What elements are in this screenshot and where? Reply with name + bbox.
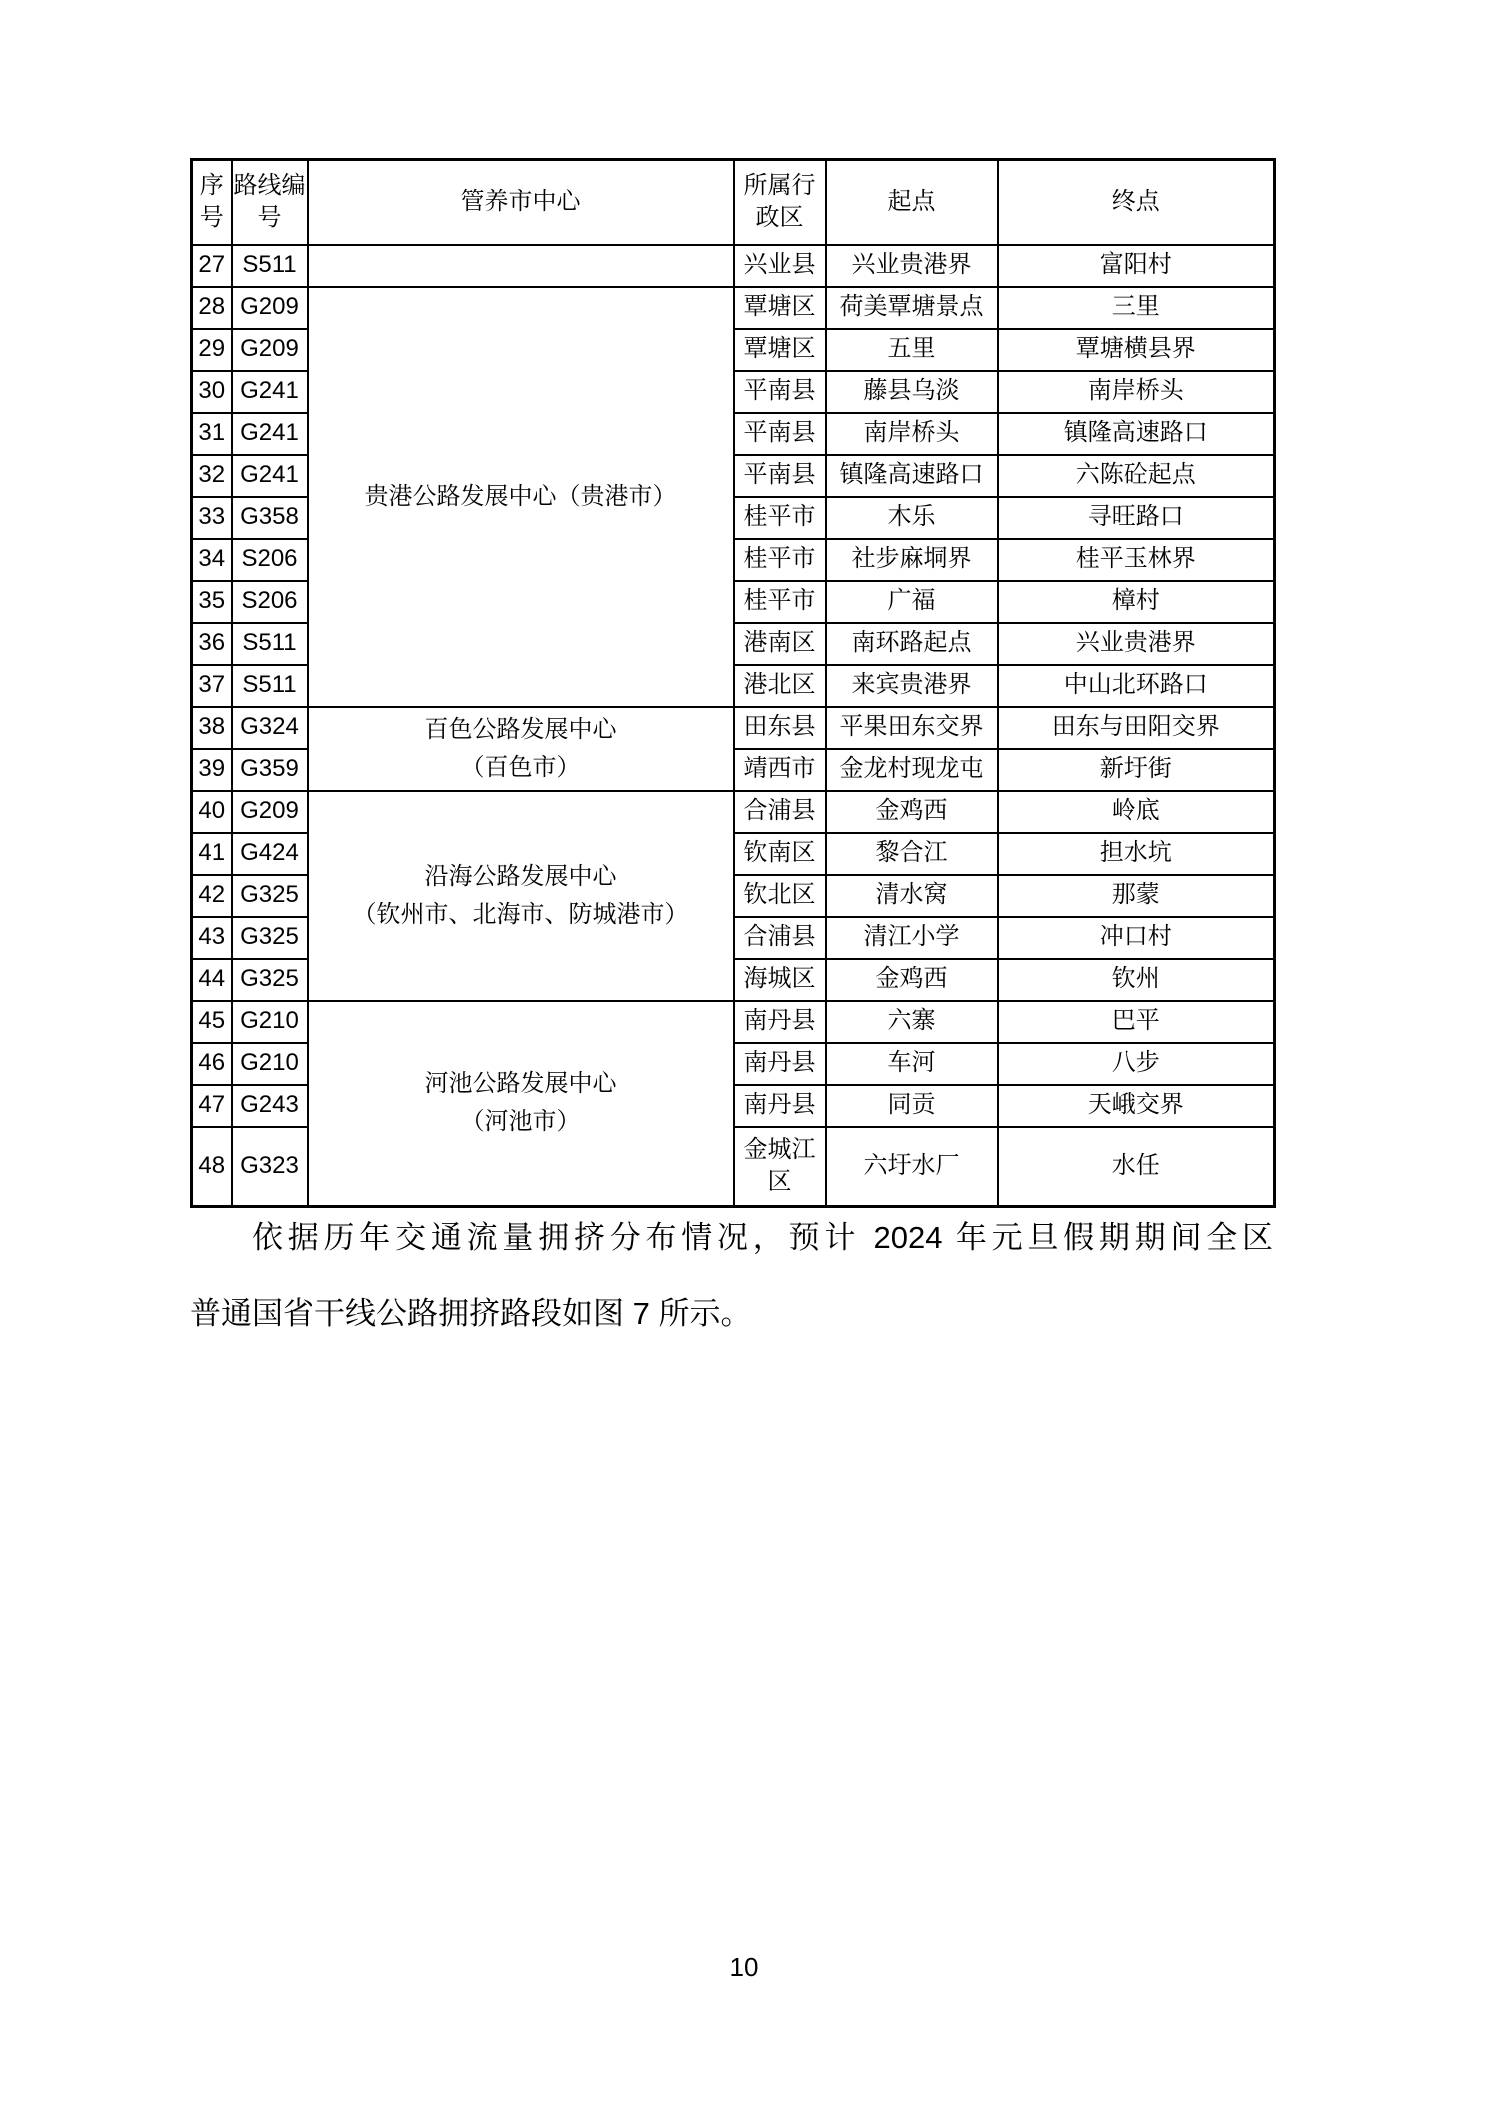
header-cell-end: 终点	[998, 160, 1275, 245]
header-cell-start: 起点	[826, 160, 998, 245]
cell-district: 钦北区	[734, 875, 826, 917]
cell-start: 来宾贵港界	[826, 665, 998, 707]
cell-end: 桂平玉林界	[998, 539, 1275, 581]
cell-end: 中山北环路口	[998, 665, 1275, 707]
center-label-line: （百色市）	[460, 753, 581, 781]
cell-route: G324	[232, 707, 308, 749]
cell-route: S511	[232, 665, 308, 707]
cell-end: 巴平	[998, 1001, 1275, 1043]
table-header-row	[192, 160, 1275, 245]
cell-no: 40	[192, 791, 232, 833]
cell-start: 社步麻垌界	[826, 539, 998, 581]
cell-route: G358	[232, 497, 308, 539]
cell-start: 藤县乌淡	[826, 371, 998, 413]
cell-route: G243	[232, 1085, 308, 1127]
cell-route: S511	[232, 623, 308, 665]
cell-end: 兴业贵港界	[998, 623, 1275, 665]
cell-end: 天峨交界	[998, 1085, 1275, 1127]
cell-start: 木乐	[826, 497, 998, 539]
cell-start: 兴业贵港界	[826, 245, 998, 287]
cell-route: G209	[232, 287, 308, 329]
cell-end: 六陈砼起点	[998, 455, 1275, 497]
cell-start: 清江小学	[826, 917, 998, 959]
cell-no: 27	[192, 245, 232, 287]
cell-start: 黎合江	[826, 833, 998, 875]
cell-center-yanhai	[308, 791, 734, 1001]
center-label-line: 沿海公路发展中心	[424, 862, 617, 890]
cell-end: 冲口村	[998, 917, 1275, 959]
cell-no: 43	[192, 917, 232, 959]
cell-district: 靖西市	[734, 749, 826, 791]
cell-no: 47	[192, 1085, 232, 1127]
cell-no: 37	[192, 665, 232, 707]
cell-district: 港南区	[734, 623, 826, 665]
paragraph-line-1: 依据历年交通流量拥挤分布情况，预计 2024 年元旦假期期间全区	[252, 1220, 1273, 1255]
table-row-38	[192, 707, 1275, 749]
cell-no: 31	[192, 413, 232, 455]
cell-district: 桂平市	[734, 497, 826, 539]
cell-district: 港北区	[734, 665, 826, 707]
cell-route: G209	[232, 791, 308, 833]
cell-district: 钦南区	[734, 833, 826, 875]
table-row-28	[192, 287, 1275, 329]
cell-route: G323	[232, 1127, 308, 1207]
cell-district: 平南县	[734, 413, 826, 455]
cell-route: S206	[232, 539, 308, 581]
cell-no: 42	[192, 875, 232, 917]
cell-district: 合浦县	[734, 917, 826, 959]
cell-end: 三里	[998, 287, 1275, 329]
cell-end: 担水坑	[998, 833, 1275, 875]
cell-end: 镇隆高速路口	[998, 413, 1275, 455]
cell-no: 41	[192, 833, 232, 875]
cell-end: 富阳村	[998, 245, 1275, 287]
cell-district: 平南县	[734, 371, 826, 413]
cell-start: 南环路起点	[826, 623, 998, 665]
cell-start: 六圩水厂	[826, 1127, 998, 1207]
cell-route: S511	[232, 245, 308, 287]
cell-route: G325	[232, 875, 308, 917]
table-row-27	[192, 245, 1275, 287]
cell-start: 同贡	[826, 1085, 998, 1127]
cell-route: G210	[232, 1043, 308, 1085]
cell-no: 44	[192, 959, 232, 1001]
cell-no: 36	[192, 623, 232, 665]
center-label-line: 贵港公路发展中心（贵港市）	[364, 482, 677, 510]
road-segments-table	[190, 158, 1276, 1208]
cell-no: 30	[192, 371, 232, 413]
cell-district: 南丹县	[734, 1001, 826, 1043]
center-label-line: （钦州市、北海市、防城港市）	[352, 900, 689, 928]
cell-start: 平果田东交界	[826, 707, 998, 749]
cell-district: 海城区	[734, 959, 826, 1001]
cell-route: G424	[232, 833, 308, 875]
cell-route: G241	[232, 455, 308, 497]
cell-no: 32	[192, 455, 232, 497]
cell-start: 金龙村现龙屯	[826, 749, 998, 791]
cell-district: 桂平市	[734, 539, 826, 581]
cell-end: 水任	[998, 1127, 1275, 1207]
cell-end: 田东与田阳交界	[998, 707, 1275, 749]
cell-district: 金城江区	[734, 1127, 826, 1207]
cell-route: G359	[232, 749, 308, 791]
cell-end: 八步	[998, 1043, 1275, 1085]
table-row-45	[192, 1001, 1275, 1043]
cell-district: 兴业县	[734, 245, 826, 287]
cell-district: 平南县	[734, 455, 826, 497]
cell-center-empty	[308, 245, 734, 287]
cell-start: 镇隆高速路口	[826, 455, 998, 497]
cell-start: 金鸡西	[826, 791, 998, 833]
center-label-line: （河池市）	[460, 1108, 581, 1136]
center-label-line: 百色公路发展中心	[424, 715, 617, 743]
cell-no: 33	[192, 497, 232, 539]
cell-no: 48	[192, 1127, 232, 1207]
cell-start: 南岸桥头	[826, 413, 998, 455]
header-cell-district: 所属行政区	[734, 160, 826, 245]
cell-start: 广福	[826, 581, 998, 623]
cell-center-baise	[308, 707, 734, 791]
cell-district: 田东县	[734, 707, 826, 749]
cell-end: 覃塘横县界	[998, 329, 1275, 371]
body-paragraph	[190, 1200, 1273, 1352]
cell-no: 29	[192, 329, 232, 371]
center-label-line: 河池公路发展中心	[424, 1070, 617, 1098]
cell-district: 南丹县	[734, 1043, 826, 1085]
cell-end: 寻旺路口	[998, 497, 1275, 539]
cell-end: 樟村	[998, 581, 1275, 623]
cell-route: G325	[232, 959, 308, 1001]
cell-district: 合浦县	[734, 791, 826, 833]
cell-end: 南岸桥头	[998, 371, 1275, 413]
cell-district: 覃塘区	[734, 287, 826, 329]
cell-district: 南丹县	[734, 1085, 826, 1127]
cell-no: 35	[192, 581, 232, 623]
header-cell-no: 序号	[192, 160, 232, 245]
cell-start: 五里	[826, 329, 998, 371]
table-row-40	[192, 791, 1275, 833]
cell-no: 34	[192, 539, 232, 581]
paragraph-line-2: 普通国省干线公路拥挤路段如图 7 所示。	[190, 1296, 752, 1331]
page-number: 10	[729, 1952, 759, 1982]
cell-district: 覃塘区	[734, 329, 826, 371]
cell-end: 新圩街	[998, 749, 1275, 791]
header-cell-route: 路线编号	[232, 160, 308, 245]
cell-no: 38	[192, 707, 232, 749]
cell-center-hechi	[308, 1001, 734, 1207]
cell-start: 车河	[826, 1043, 998, 1085]
cell-route: G209	[232, 329, 308, 371]
cell-start: 六寨	[826, 1001, 998, 1043]
cell-start: 清水窝	[826, 875, 998, 917]
cell-route: S206	[232, 581, 308, 623]
header-cell-center: 管养市中心	[308, 160, 734, 245]
cell-start: 荷美覃塘景点	[826, 287, 998, 329]
cell-route: G241	[232, 413, 308, 455]
cell-no: 28	[192, 287, 232, 329]
cell-end: 岭底	[998, 791, 1275, 833]
cell-center-guigang	[308, 287, 734, 707]
cell-no: 39	[192, 749, 232, 791]
cell-no: 46	[192, 1043, 232, 1085]
cell-route: G241	[232, 371, 308, 413]
cell-end: 那蒙	[998, 875, 1275, 917]
cell-route: G210	[232, 1001, 308, 1043]
cell-district: 桂平市	[734, 581, 826, 623]
cell-no: 45	[192, 1001, 232, 1043]
cell-end: 钦州	[998, 959, 1275, 1001]
cell-route: G325	[232, 917, 308, 959]
cell-start: 金鸡西	[826, 959, 998, 1001]
